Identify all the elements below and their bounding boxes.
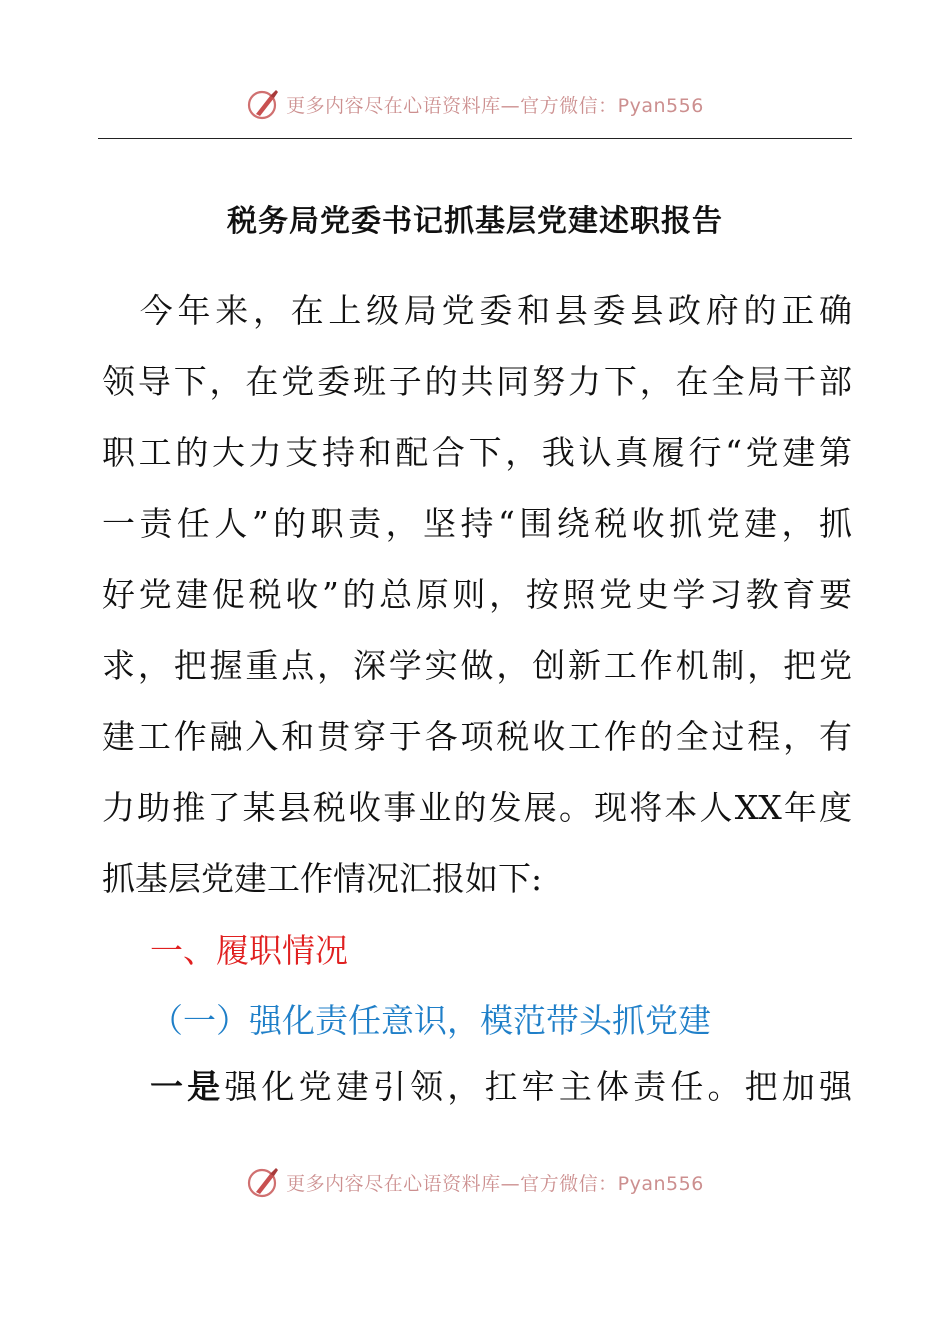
footer-banner: [0, 1162, 950, 1202]
subsection-heading: （一）强化责任意识，模范带头抓党建: [150, 1001, 711, 1040]
paragraph-line: 好党建促税收”的总原则，按照党史学习教育要: [102, 575, 852, 614]
header-banner: [0, 84, 950, 124]
fountain-pen-circle-icon: [246, 86, 282, 122]
body-paragraph: [150, 1062, 852, 1112]
paragraph-text: 强化党建引领，扛牢主体责任。把加强: [224, 1067, 853, 1106]
header-divider: [98, 138, 852, 139]
wechat-id: Pyan556: [617, 1172, 704, 1195]
paragraph-line: 领导下，在党委班子的共同努力下，在全局干部: [102, 362, 852, 401]
paragraph-line: 求，把握重点，深学实做，创新工作机制，把党: [102, 646, 852, 685]
wechat-id: Pyan556: [617, 94, 704, 117]
paragraph-line: 职工的大力支持和配合下，我认真履行“党建第: [102, 433, 852, 472]
fountain-pen-circle-icon: [246, 1164, 282, 1200]
section-heading: 一、履职情况: [150, 931, 348, 970]
paragraph-line: 今年来，在上级局党委和县委县政府的正确: [102, 291, 852, 330]
document-title: 税务局党委书记抓基层党建述职报告: [227, 204, 723, 239]
paragraph-line: 抓基层党建工作情况汇报如下:: [102, 859, 543, 898]
paragraph-line: 一责任人”的职责，坚持“围绕税收抓党建，抓: [102, 504, 852, 543]
banner-text: 更多内容尽在心语资料库—官方微信：Pyan556: [286, 1172, 704, 1195]
banner-text: 更多内容尽在心语资料库—官方微信：Pyan556: [286, 94, 704, 117]
paragraph-line: 建工作融入和贯穿于各项税收工作的全过程，有: [102, 717, 852, 756]
paragraph-line: 力助推了某县税收事业的发展。现将本人XX年度: [102, 788, 852, 827]
paragraph-lead: 一是: [150, 1067, 225, 1106]
